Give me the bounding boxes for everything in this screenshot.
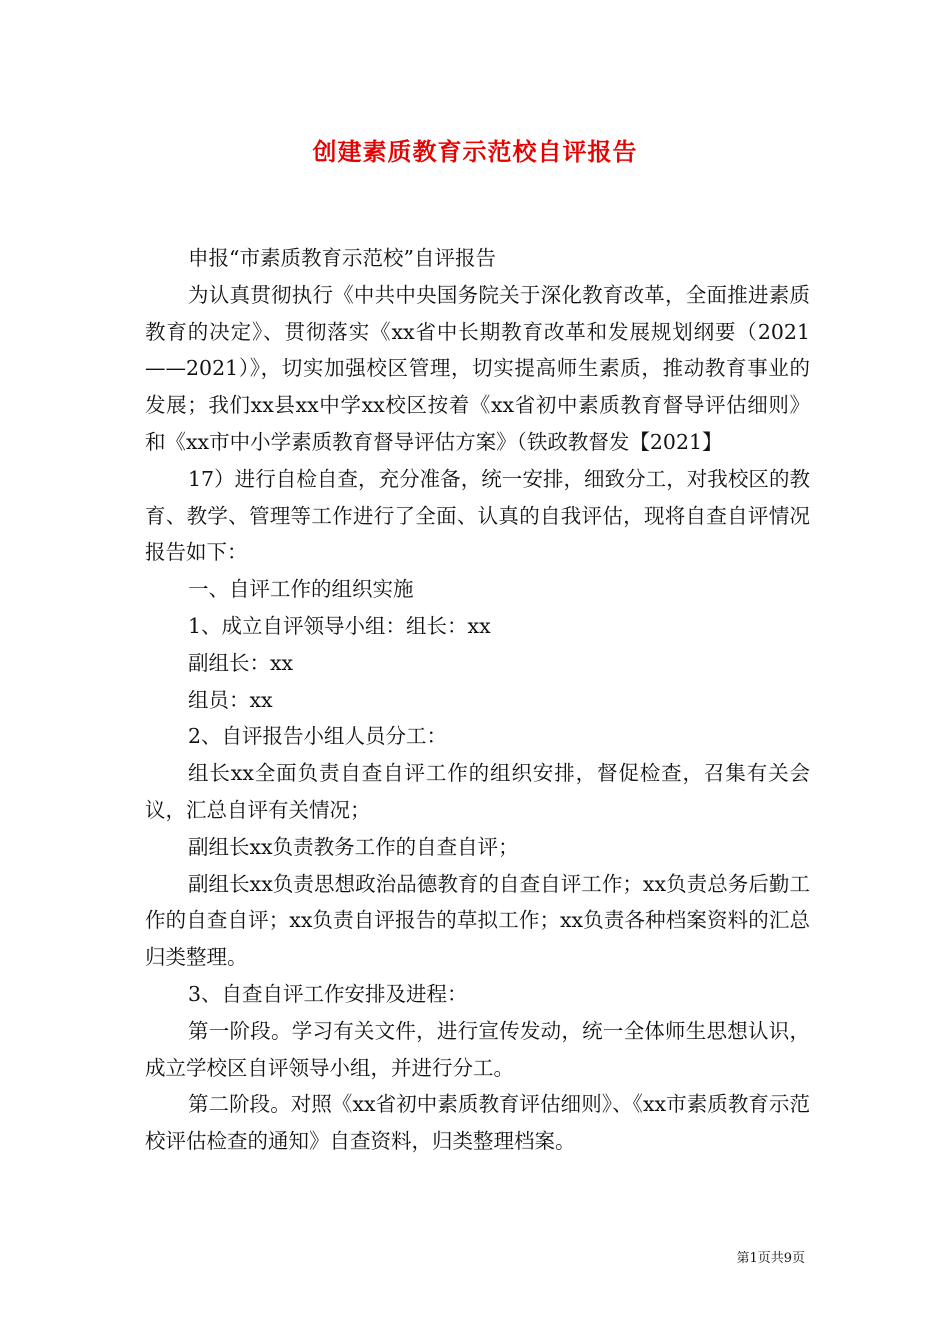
paragraph: 申报“市素质教育示范校”自评报告 — [188, 246, 496, 270]
document-title: 创建素质教育示范校自评报告 — [312, 137, 638, 166]
paragraph: 副组长：xx — [188, 650, 294, 675]
paragraph: 第二阶段。对照《xx省初中素质教育评估细则》、《xx市素质教育示范校评估检查的通知》自查资料，归类整理档案。 — [145, 1092, 810, 1154]
paragraph: 第一阶段。学习有关文件，进行宣传发动，统一全体师生思想认识，成立学校区自评领导小组，并进行分工。 — [145, 1018, 810, 1080]
document-body — [145, 240, 810, 1160]
paragraph: 为认真贯彻执行《中共中央国务院关于深化教育改革，全面推进素质教育的决定》、贯彻落实《xx省中长期教育改革和发展规划纲要（2021——2021）》，切实加强校区管理，切实提高师生素质，推动教育事业的发展；我们xx县xx中学xx校区按着《xx省初中素质教育督导评估细则》和《xx市中小学素质教育督导评估方案》（铁政教督发【2021】 — [145, 282, 810, 454]
paragraph: 组员：xx — [188, 687, 273, 712]
paragraph: 3、自查自评工作安排及进程： — [188, 981, 468, 1006]
section-heading: 一、自评工作的组织实施 — [188, 577, 414, 602]
paragraph: 17）进行自检自查，充分准备，统一安排，细致分工，对我校区的教育、教学、管理等工作进行了全面、认真的自我评估，现将自查自评情况报告如下： — [145, 466, 810, 565]
paragraph: 组长xx全面负责自查自评工作的组织安排，督促检查，召集有关会议，汇总自评有关情况； — [145, 761, 810, 822]
paragraph: 副组长xx负责教务工作的自查自评； — [188, 834, 519, 859]
paragraph: 2、自评报告小组人员分工： — [188, 724, 448, 749]
paragraph: 1、成立自评领导小组：组长：xx — [188, 613, 491, 638]
paragraph: 副组长xx负责思想政治品德教育的自查自评工作；xx负责总务后勤工作的自查自评；xx负责自评报告的草拟工作；xx负责各种档案资料的汇总归类整理。 — [145, 871, 810, 970]
page-number: 第1页共9页 — [736, 1251, 805, 1266]
